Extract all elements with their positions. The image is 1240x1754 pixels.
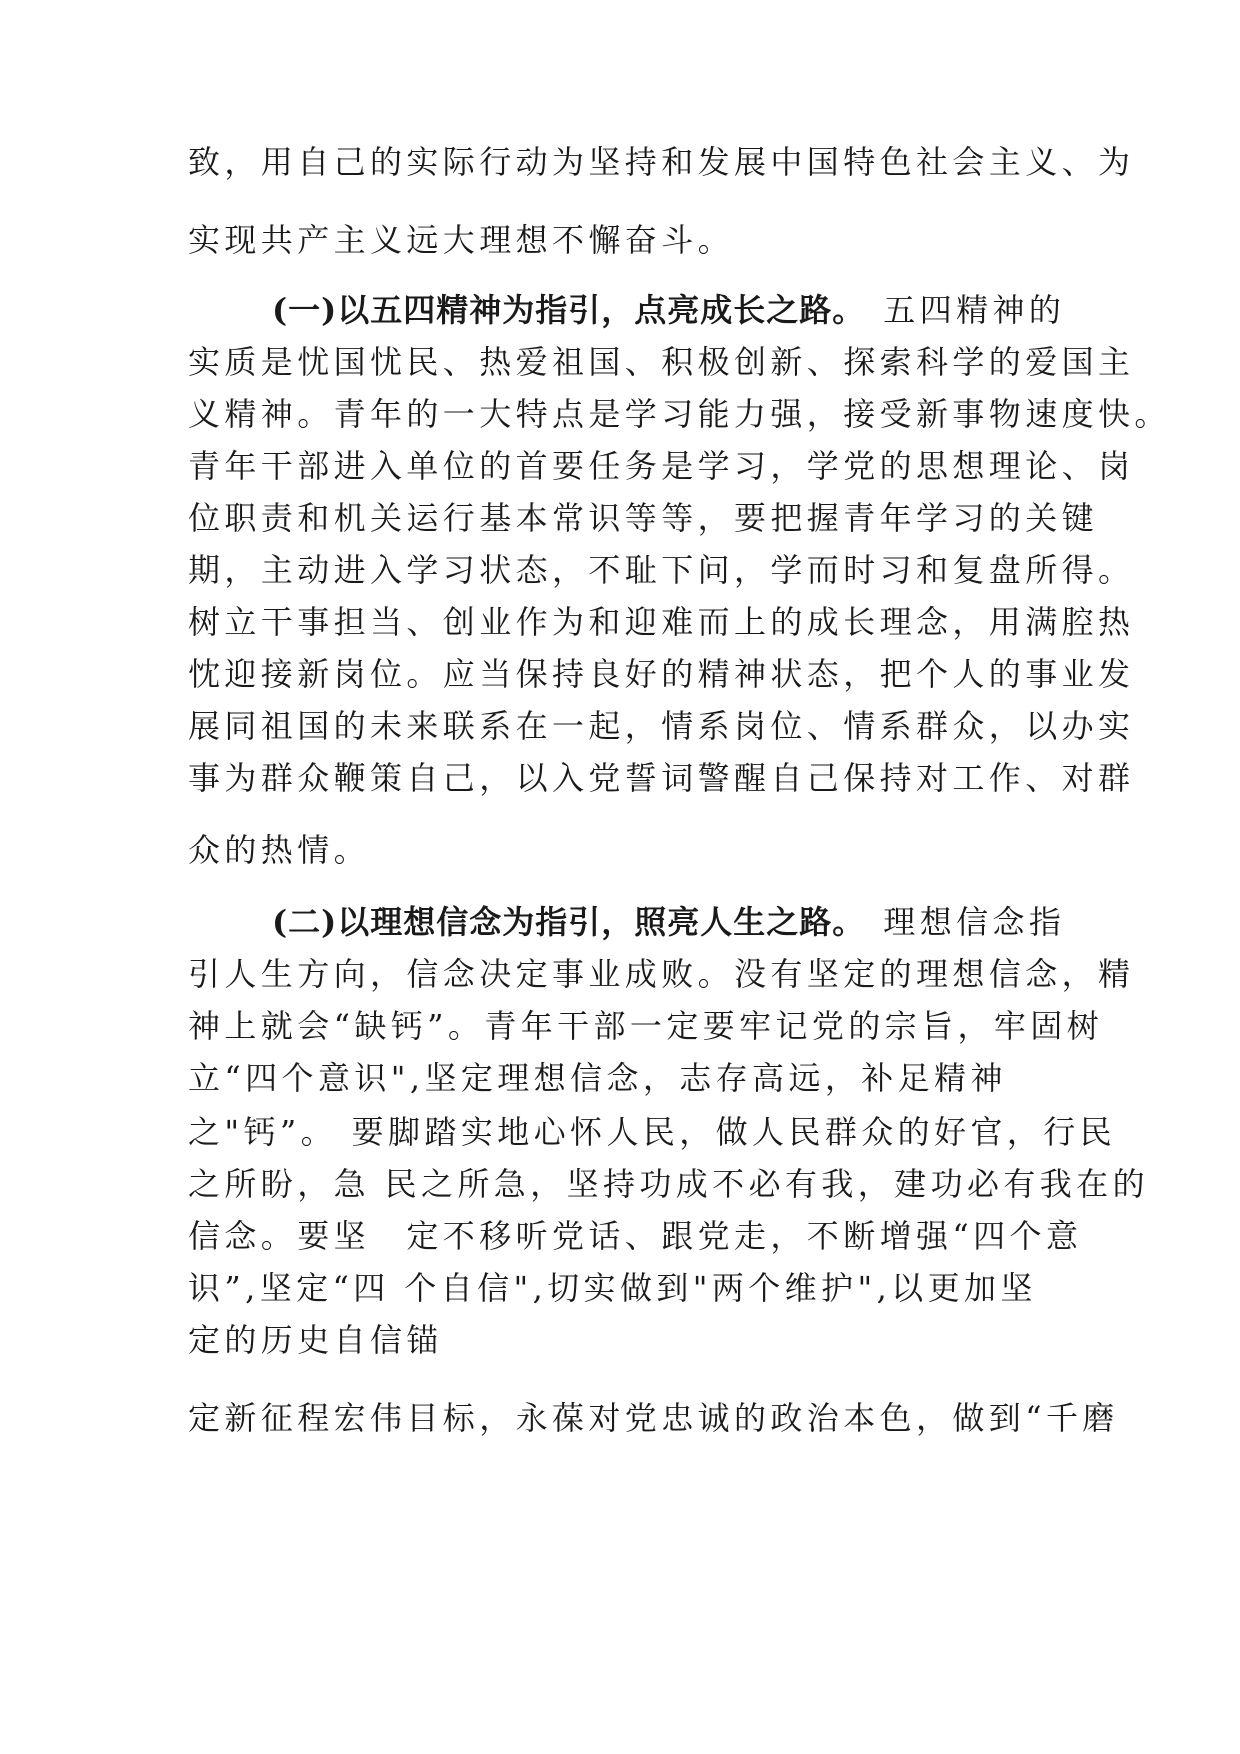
body-text-line: 信念。要坚 定不移听党话、跟党走，不断增强“四个意: [188, 1217, 1083, 1255]
body-text-line: 期，主动进入学习状态，不耻下问，学而时习和复盘所得。: [188, 551, 1135, 589]
body-text-line: 众的热情。: [188, 831, 371, 869]
section-2-lead-text: 理想信念指: [883, 903, 1066, 941]
body-text-line: 位职责和机关运行基本常识等等，要把握青年学习的关键: [188, 499, 1099, 537]
body-text-line: 致，用自己的实际行动为坚持和发展中国特色社会主义、为: [188, 143, 1135, 181]
body-text-line: 之"钙”。 要脚踏实地心怀人民，做人民群众的好官，行民: [188, 1113, 1117, 1151]
body-text-line: 识”,坚定“四 个自信",切实做到"两个维护",以更加坚: [188, 1269, 1037, 1307]
section-1-first-line: [272, 290, 1068, 330]
body-text-line: 之所盼，急 民之所急，坚持功成不必有我，建功必有我在的: [188, 1165, 1149, 1203]
body-text-line: 神上就会“缺钙”。青年干部一定要牢记党的宗旨，牢固树: [188, 1007, 1104, 1045]
body-text-line: 展同祖国的未来联系在一起，情系岗位、情系群众，以办实: [188, 707, 1135, 745]
section-1-lead-text: 五四精神的: [883, 291, 1066, 329]
body-text-line: 定新征程宏伟目标，永葆对党忠诚的政治本色，做到“千磨: [188, 1399, 1119, 1437]
section-1-heading: (一)以五四精神为指引，点亮成长之路。: [272, 291, 866, 329]
body-text-line: 义精神。青年的一大特点是学习能力强，接受新事物速度快。: [188, 395, 1171, 433]
body-text-line: 青年干部进入单位的首要任务是学习，学党的思想理论、岗: [188, 447, 1135, 485]
body-text-line: 引人生方向，信念决定事业成败。没有坚定的理想信念，精: [188, 955, 1135, 993]
body-text-line: 树立干事担当、创业作为和迎难而上的成长理念，用满腔热: [188, 603, 1135, 641]
section-2-first-line: [272, 902, 1068, 942]
body-text-line: 事为群众鞭策自己，以入党誓词警醒自己保持对工作、对群: [188, 759, 1135, 797]
body-text-line: 定的历史自信锚: [188, 1321, 443, 1359]
body-text-line: 实现共产主义远大理想不懈奋斗。: [188, 221, 735, 259]
section-2-heading: (二)以理想信念为指引，照亮人生之路。: [272, 903, 866, 941]
body-text-line: 实质是忧国忧民、热爱祖国、积极创新、探索科学的爱国主: [188, 343, 1135, 381]
body-text-line: 忱迎接新岗位。应当保持良好的精神状态，把个人的事业发: [188, 655, 1135, 693]
body-text-line: 立“四个意识",坚定理想信念，志存高远，补足精神: [188, 1059, 1007, 1097]
